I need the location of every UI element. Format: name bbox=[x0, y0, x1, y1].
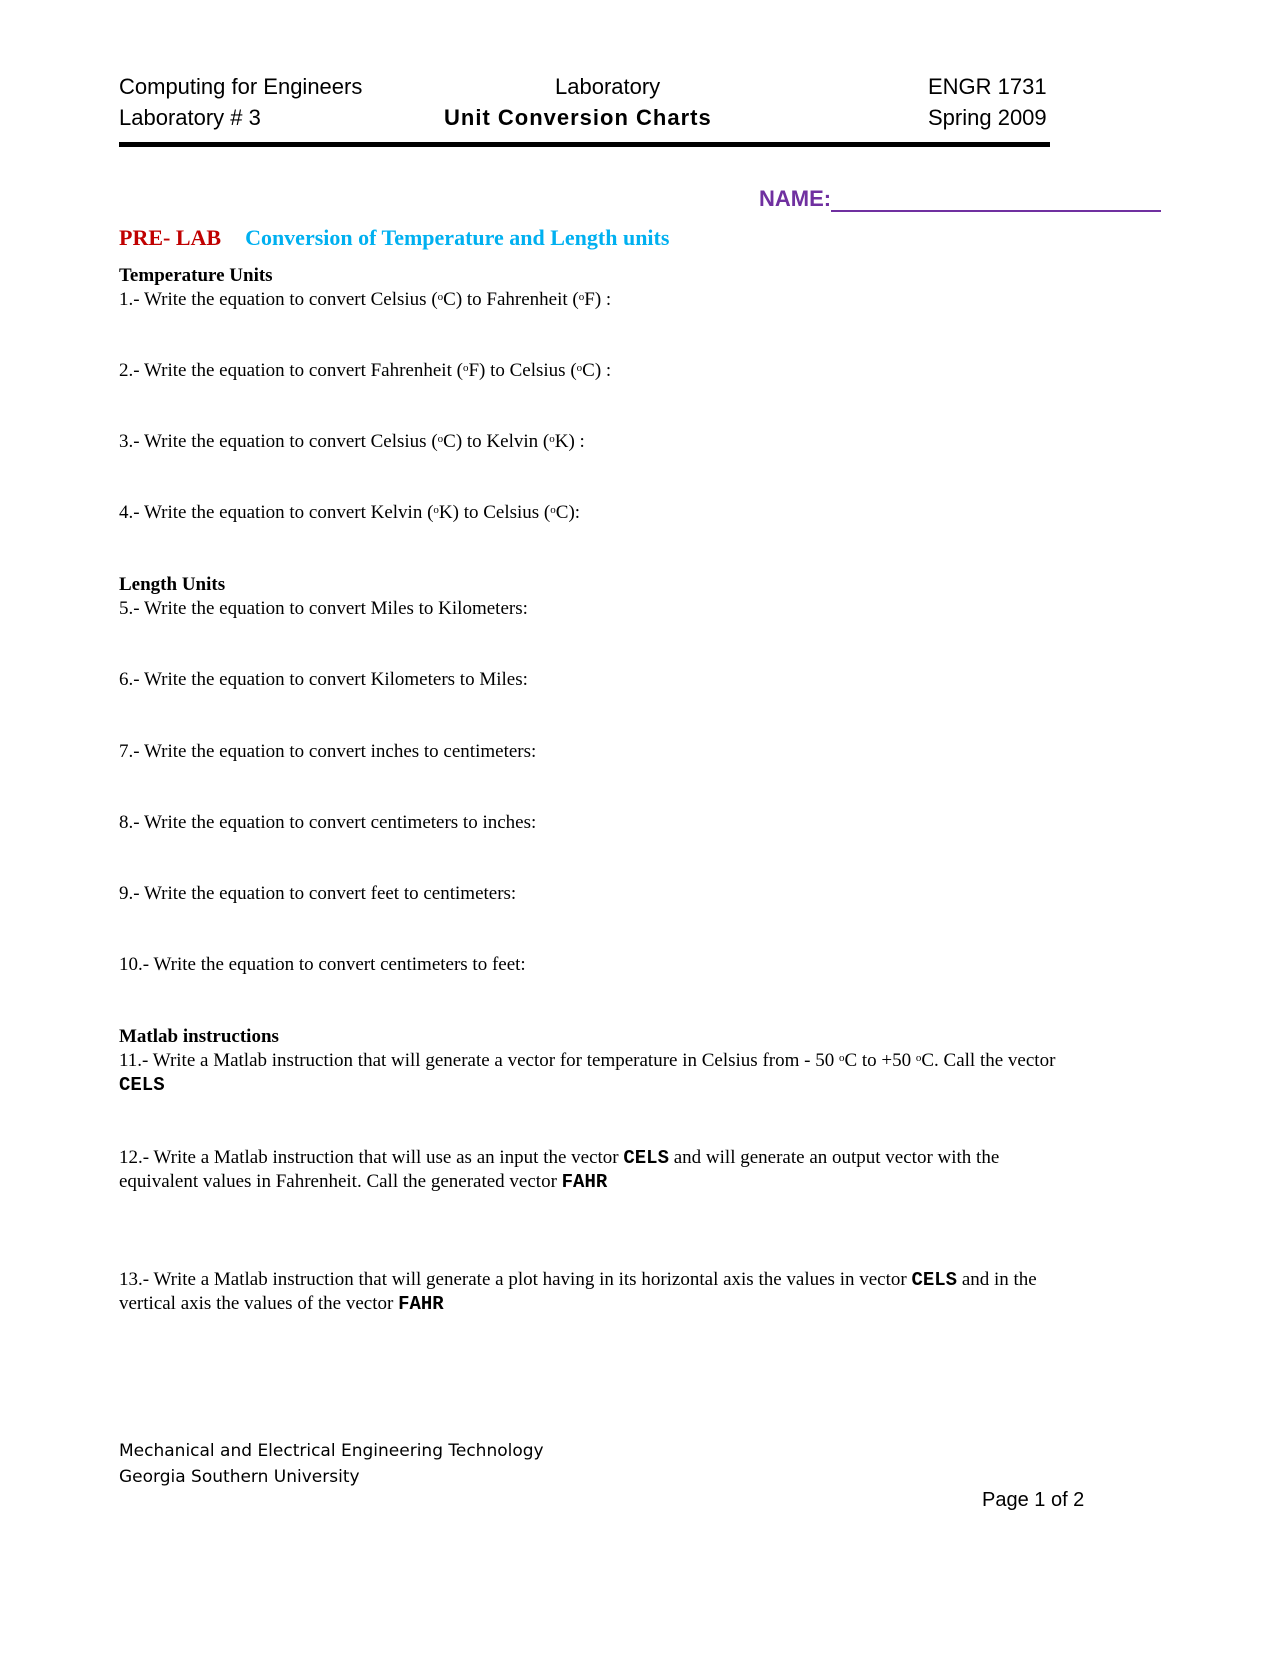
section-temperature: Temperature Units bbox=[119, 265, 273, 286]
prelab-label: PRE- LAB bbox=[119, 225, 222, 250]
semester: Spring 2009 bbox=[928, 105, 1047, 130]
question-5: 5.- Write the equation to convert Miles to Kilometers: bbox=[119, 598, 528, 619]
var-fahr: FAHR bbox=[561, 1171, 608, 1193]
question-13: 13.- Write a Matlab instruction that will generate a plot having in its horizontal axis the values in vector CELS and in the vertical axis the values of the vector FAHR bbox=[119, 1269, 1037, 1315]
footer-university: Georgia Southern University bbox=[119, 1467, 360, 1487]
question-6: 6.- Write the equation to convert Kilometers to Miles: bbox=[119, 669, 528, 690]
question-9: 9.- Write the equation to convert feet to centimeters: bbox=[119, 883, 517, 904]
document-title: Unit Conversion Charts bbox=[444, 105, 712, 130]
question-7: 7.- Write the equation to convert inches to centimeters: bbox=[119, 741, 537, 762]
name-label: NAME: bbox=[759, 186, 832, 211]
name-field[interactable] bbox=[759, 186, 1161, 212]
course-title: Computing for Engineers bbox=[119, 74, 363, 99]
course-code: ENGR 1731 bbox=[928, 74, 1047, 99]
section-length: Length Units bbox=[119, 574, 226, 595]
var-fahr: FAHR bbox=[398, 1293, 444, 1315]
lab-number: Laboratory # 3 bbox=[119, 105, 261, 130]
question-2: 2.- Write the equation to convert Fahrenheit ($^o$F) to Celsius ($^o$C) : bbox=[119, 360, 612, 381]
question-1: 1.- Write the equation to convert Celsius ($^o$C) to Fahrenheit ($^o$F) : bbox=[119, 289, 612, 310]
section-matlab: Matlab instructions bbox=[119, 1026, 279, 1047]
question-10: 10.- Write the equation to convert centimeters to feet: bbox=[119, 954, 526, 975]
question-3: 3.- Write the equation to convert Celsius ($^o$C) to Kelvin ($^o$K) : bbox=[119, 431, 585, 452]
var-cels: CELS bbox=[911, 1269, 958, 1291]
question-11: 11.- Write a Matlab instruction that will generate a vector for temperature in Celsius from - 50 $^o$C to +50 $^o$C. Call the vector CELS bbox=[119, 1050, 1056, 1096]
header-rule bbox=[119, 142, 1050, 147]
var-cels: CELS bbox=[119, 1074, 165, 1096]
prelab-title: Conversion of Temperature and Length units bbox=[245, 225, 670, 250]
prelab-heading bbox=[119, 225, 669, 251]
question-12: 12.- Write a Matlab instruction that will use as an input the vector CELS and will generate an output vector with the equivalent values in Fahrenheit. Call the generated vector FAHR bbox=[119, 1147, 1000, 1193]
page-number: Page 1 of 2 bbox=[982, 1489, 1085, 1511]
question-8: 8.- Write the equation to convert centimeters to inches: bbox=[119, 812, 537, 833]
var-cels: CELS bbox=[623, 1147, 669, 1169]
question-4: 4.- Write the equation to convert Kelvin ($^o$K) to Celsius ($^o$C): bbox=[119, 502, 581, 523]
name-underline bbox=[831, 188, 1161, 212]
footer-department: Mechanical and Electrical Engineering Technology bbox=[119, 1441, 544, 1461]
header-center-label: Laboratory bbox=[555, 74, 661, 99]
